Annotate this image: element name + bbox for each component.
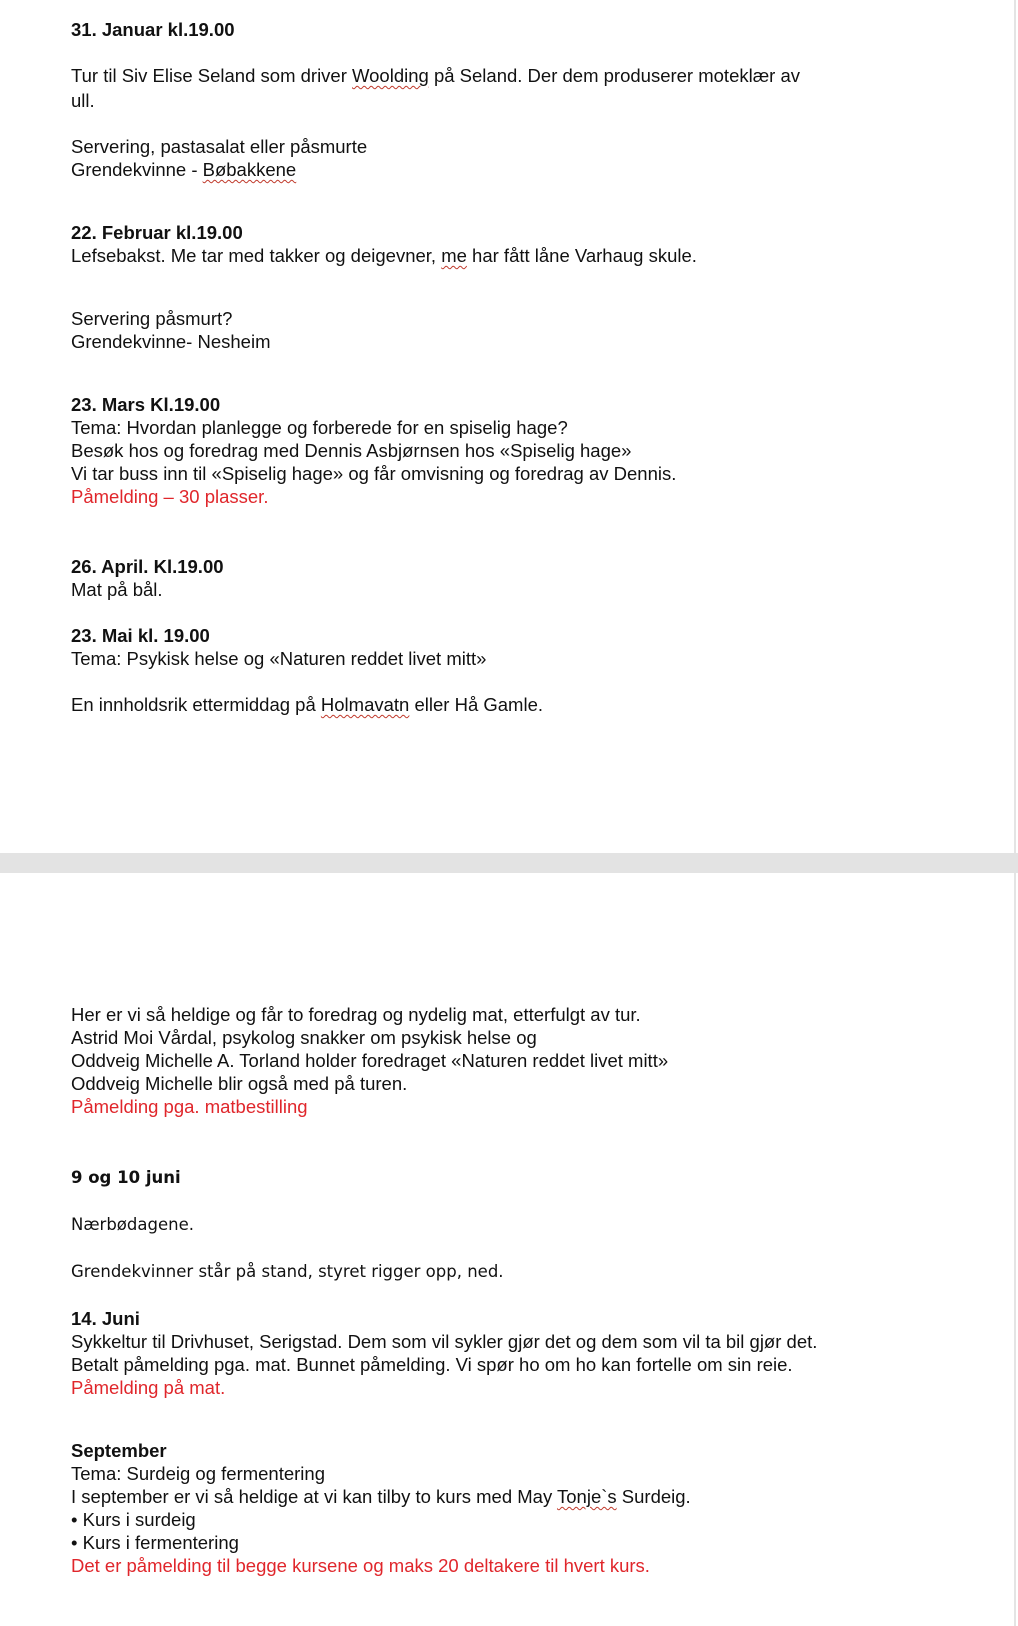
spellcheck-word: Tonje`s <box>557 1486 617 1507</box>
list-item: • Kurs i surdeig <box>71 1509 196 1530</box>
event-description-cont: Oddveig Michelle A. Torland holder foredraget «Naturen reddet livet mitt» <box>71 1050 669 1071</box>
event-heading-january: 31. Januar kl.19.00 <box>71 19 235 40</box>
event-heading-march: 23. Mars Kl.19.00 <box>71 394 221 415</box>
event-description-cont: Oddveig Michelle blir også med på turen. <box>71 1073 408 1094</box>
event-heading-june-14: 14. Juni <box>71 1308 140 1329</box>
event-signup-note: Påmelding – 30 plasser. <box>71 486 269 507</box>
list-item: • Kurs i fermentering <box>71 1532 239 1553</box>
event-description: Besøk hos og foredrag med Dennis Asbjørnsen hos «Spiselig hage» <box>71 440 632 461</box>
event-heading-april: 26. April. Kl.19.00 <box>71 556 224 577</box>
event-description-cont: Astrid Moi Vårdal, psykolog snakker om psykisk helse og <box>71 1027 537 1048</box>
event-heading-may: 23. Mai kl. 19.00 <box>71 625 210 646</box>
event-description: Sykkeltur til Drivhuset, Serigstad. Dem som vil sykler gjør det og dem som vil ta bil gjør det. <box>71 1331 818 1352</box>
document-page-2 <box>0 873 1016 1626</box>
event-description: I september er vi så heldige at vi kan tilby to kurs med May Tonje`s Surdeig. <box>71 1486 691 1507</box>
event-description: Tur til Siv Elise Seland som driver Woolding på Seland. Der dem produserer moteklær av <box>71 65 801 86</box>
event-description-cont: ull. <box>71 90 95 111</box>
event-description: En innholdsrik ettermiddag på Holmavatn eller Hå Gamle. <box>71 694 543 715</box>
event-signup-note: Påmelding på mat. <box>71 1377 226 1398</box>
event-heading-june-9-10: 9 og 10 juni <box>71 1168 181 1187</box>
event-description: Her er vi så heldige og får to foredrag og nydelig mat, etterfulgt av tur. <box>71 1004 641 1025</box>
event-description: Lefsebakst. Me tar med takker og deigevner, me har fått låne Varhaug skule. <box>71 245 697 266</box>
event-serving: Servering, pastasalat eller påsmurte <box>71 136 368 157</box>
event-theme: Tema: Psykisk helse og «Naturen reddet livet mitt» <box>71 648 487 669</box>
event-host: Grendekvinne - Bøbakkene <box>71 159 297 180</box>
event-heading-february: 22. Februar kl.19.00 <box>71 222 243 243</box>
event-description-cont: Vi tar buss inn til «Spiselig hage» og får omvisning og foredrag av Dennis. <box>71 463 677 484</box>
spellcheck-word: me <box>441 245 467 266</box>
event-description: Nærbødagene. <box>71 1215 194 1234</box>
event-signup-note: Det er påmelding til begge kursene og maks 20 deltakere til hvert kurs. <box>71 1555 650 1576</box>
event-heading-september: September <box>71 1440 167 1461</box>
event-description-cont: Betalt påmelding pga. mat. Bunnet påmelding. Vi spør ho om ho kan fortelle om sin reie. <box>71 1354 793 1375</box>
spellcheck-word: Woolding <box>352 65 429 86</box>
event-signup-note: Påmelding pga. matbestilling <box>71 1096 308 1117</box>
event-description-cont: Grendekvinner står på stand, styret rigger opp, ned. <box>71 1262 504 1281</box>
event-serving: Servering påsmurt? <box>71 308 233 329</box>
page-separator <box>0 853 1018 873</box>
event-description: Mat på bål. <box>71 579 163 600</box>
event-theme: Tema: Hvordan planlegge og forberede for en spiselig hage? <box>71 417 568 438</box>
spellcheck-word: Bøbakkene <box>202 159 297 180</box>
event-host: Grendekvinne- Nesheim <box>71 331 271 352</box>
spellcheck-word: Holmavatn <box>320 694 410 715</box>
event-theme: Tema: Surdeig og fermentering <box>71 1463 325 1484</box>
